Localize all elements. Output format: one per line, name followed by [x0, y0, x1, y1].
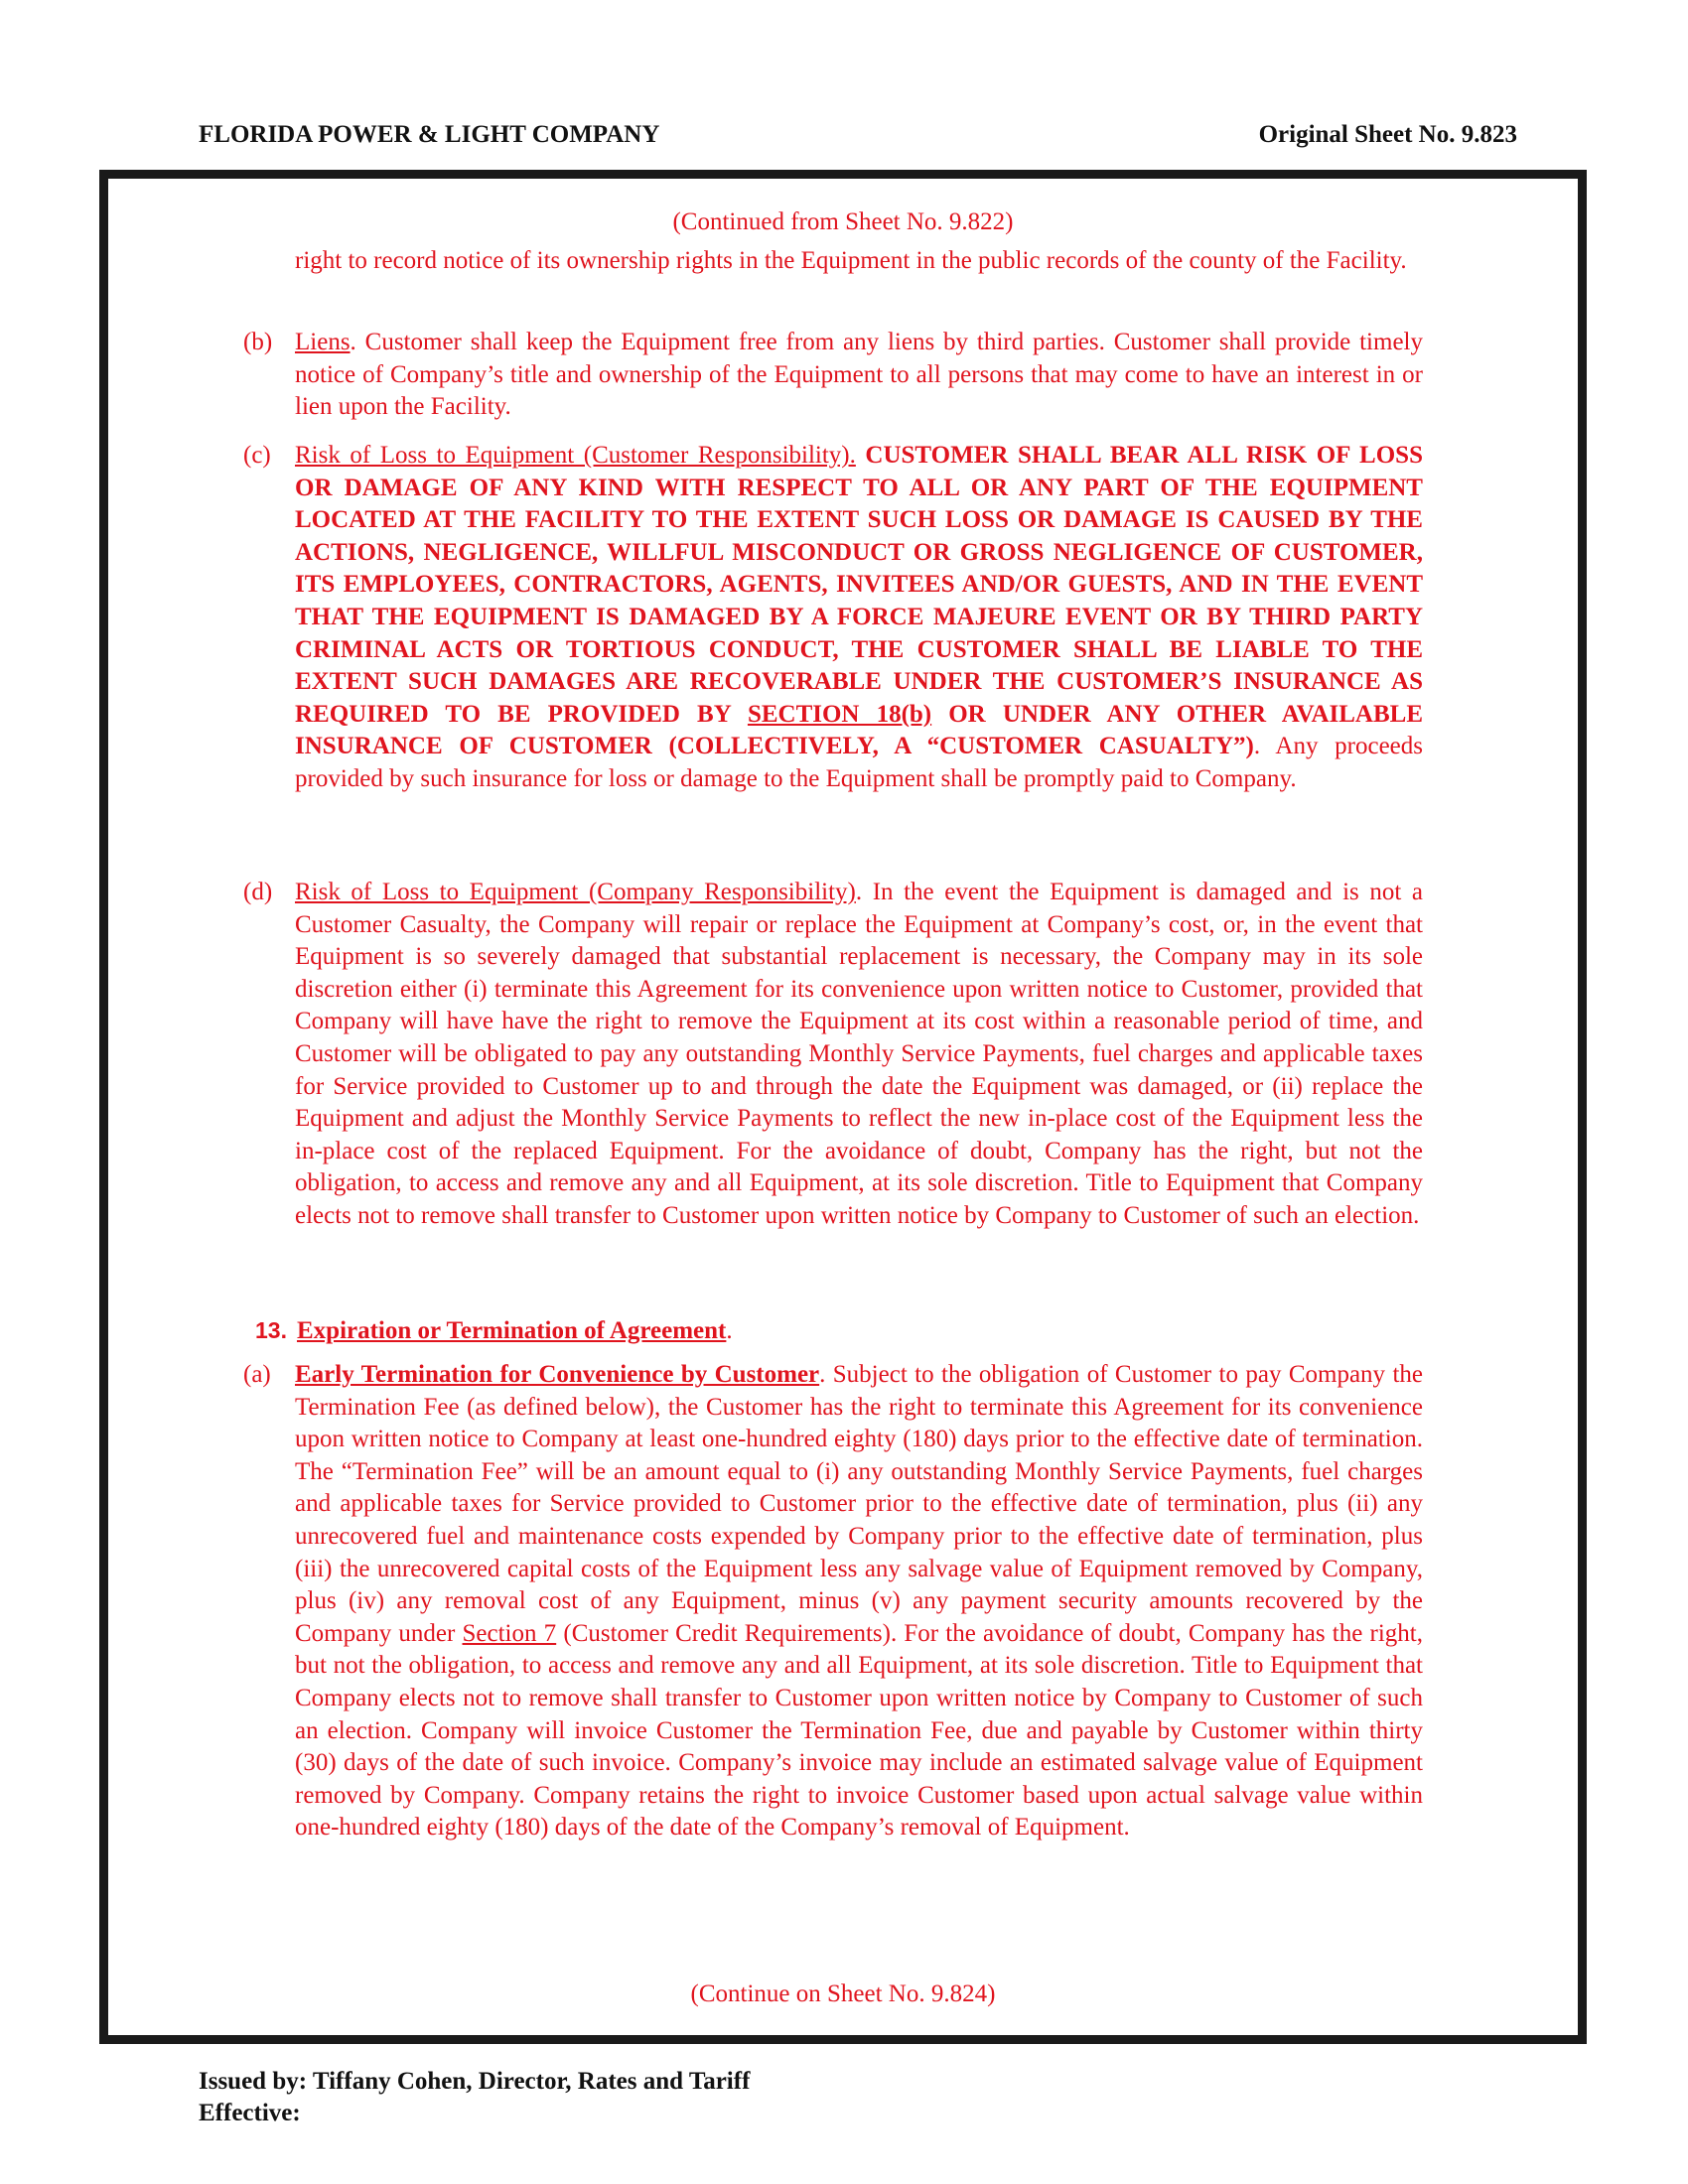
item-label: (d) [243, 879, 273, 905]
company-name: FLORIDA POWER & LIGHT COMPANY [199, 121, 660, 148]
item-label: (b) [243, 329, 273, 355]
item-title: Early Termination for Convenience by Customer [295, 1361, 820, 1388]
continued-on: (Continue on Sheet No. 9.824) [690, 1980, 996, 2007]
effective-date: Effective: [199, 2100, 301, 2126]
intro-text: right to record notice of its ownership rights in the Equipment in the public records of the county of the Facility. [295, 247, 1407, 274]
issued-by: Issued by: Tiffany Cohen, Director, Rates and Tariff [199, 2068, 751, 2095]
item-text: . Customer shall keep the Equipment free from any liens by third parties. Customer shall provide timely notice of Company’s title and ownership of the Equipment to all persons that may come to have an interest in or lien upon the Facility. [295, 329, 1423, 421]
item-title: Liens [295, 329, 351, 355]
item-title: Risk of Loss to Equipment (Customer Responsibility). [295, 442, 856, 469]
item-label: (c) [243, 442, 271, 469]
item-d-company-risk [243, 877, 1423, 1233]
item-b-liens [243, 327, 1423, 424]
item-c-customer-risk [243, 440, 1423, 796]
item-text: . Any proceeds provided by such insurance for loss or damage to the Equipment shall be promptly paid to Company. [295, 733, 1423, 792]
section-13-heading [255, 1317, 733, 1345]
section-title-period: . [726, 1317, 733, 1344]
section-18b-reference: SECTION 18(b) [747, 700, 932, 728]
item-title: Risk of Loss to Equipment (Company Responsibility) [295, 879, 856, 905]
section-number: 13. [255, 1317, 287, 1343]
intro-paragraph [295, 245, 1423, 278]
caps-text-1: CUSTOMER SHALL BEAR ALL RISK OF LOSS OR DAMAGE OF ANY KIND WITH RESPECT TO ALL OR ANY PART OF THE EQUIPMENT LOCATED AT THE FACILITY TO THE EXTENT SUCH LOSS OR DAMAGE IS CAUSED BY THE ACTIONS, NEGLIGENCE, WILLFUL MISCONDUCT OR GROSS NEGLIGENCE OF CUSTOMER, ITS EMPLOYEES, CONTRACTORS, AGENTS, INVITEES AND/OR GUESTS, AND IN THE EVENT THAT THE EQUIPMENT IS DAMAGED BY A FORCE MAJEURE EVENT OR BY THIRD PARTY CRIMINAL ACTS OR TORTIOUS CONDUCT, THE CUSTOMER SHALL BE LIABLE TO THE EXTENT SUCH DAMAGES ARE RECOVERABLE UNDER THE CUSTOMER’S INSURANCE AS REQUIRED TO BE PROVIDED BY [295, 442, 1423, 728]
item-text: . In the event the Equipment is damaged and is not a Customer Casualty, the Company will repair or replace the Equipment at Company’s cost, or, in the event that Equipment is so severely damaged that substantial replacement is necessary, the Company may in its sole discretion either (i) terminate this Agreement for its convenience upon written notice to Customer, provided that Company will have have the right to remove the Equipment at its cost within a reasonable period of time, and Customer will be obligated to pay any outstanding Monthly Service Payments, fuel charges and applicable taxes for Service provided to Customer up to and through the date the Equipment was damaged, or (ii) replace the Equipment and adjust the Monthly Service Payments to reflect the new in-place cost of the Equipment less the in-place cost of the replaced Equipment. For the avoidance of doubt, Company has the right, but not the obligation, to access and remove any and all Equipment, at its sole discretion. Title to Equipment that Company elects not to remove shall transfer to Customer upon written notice by Company to Customer of such an election. [295, 879, 1423, 1229]
item-text-1: . Subject to the obligation of Customer to pay Company the Termination Fee (as defined below), the Customer has the right to terminate this Agreement for its convenience upon written notice to Company at least one-hundred eighty (180) days prior to the effective date of termination. The “Termination Fee” will be an amount equal to (i) any outstanding Monthly Service Payments, fuel charges and applicable taxes for Service provided to Customer prior to the effective date of termination, plus (ii) any unrecovered fuel and maintenance costs expended by Company prior to the effective date of termination, plus (iii) the unrecovered capital costs of the Equipment less any salvage value of Equipment removed by Company, plus (iv) any removal cost of any Equipment, minus (v) any payment security amounts recovered by the Company under [295, 1361, 1423, 1647]
caps-text-2: OR UNDER ANY OTHER AVAILABLE INSURANCE OF CUSTOMER (COLLECTIVELY, A “CUSTOMER CASUALTY”) [295, 700, 1423, 760]
continued-from: (Continued from Sheet No. 9.822) [672, 208, 1014, 235]
section-title: Expiration or Termination of Agreement [296, 1317, 727, 1344]
sheet-number: Original Sheet No. 9.823 [1258, 121, 1517, 148]
item-text-2: (Customer Credit Requirements). For the avoidance of doubt, Company has the right, but not the obligation, to access and remove any and all Equipment, at its sole discretion. Title to Equipment that Company elects not to remove shall transfer to Customer upon written notice by Company to Customer of such an election. Company will invoice Customer the Termination Fee, due and payable by Customer within thirty (30) days of the date of such invoice. Company’s invoice may include an estimated salvage value of Equipment removed by Company. Company retains the right to invoice Customer based upon actual salvage value within one-hundred eighty (180) days of the date of the Company’s removal of Equipment. [295, 1619, 1423, 1842]
item-13a-early-termination [243, 1359, 1423, 1844]
section-7-reference: Section 7 [462, 1619, 557, 1647]
item-label: (a) [243, 1361, 271, 1388]
